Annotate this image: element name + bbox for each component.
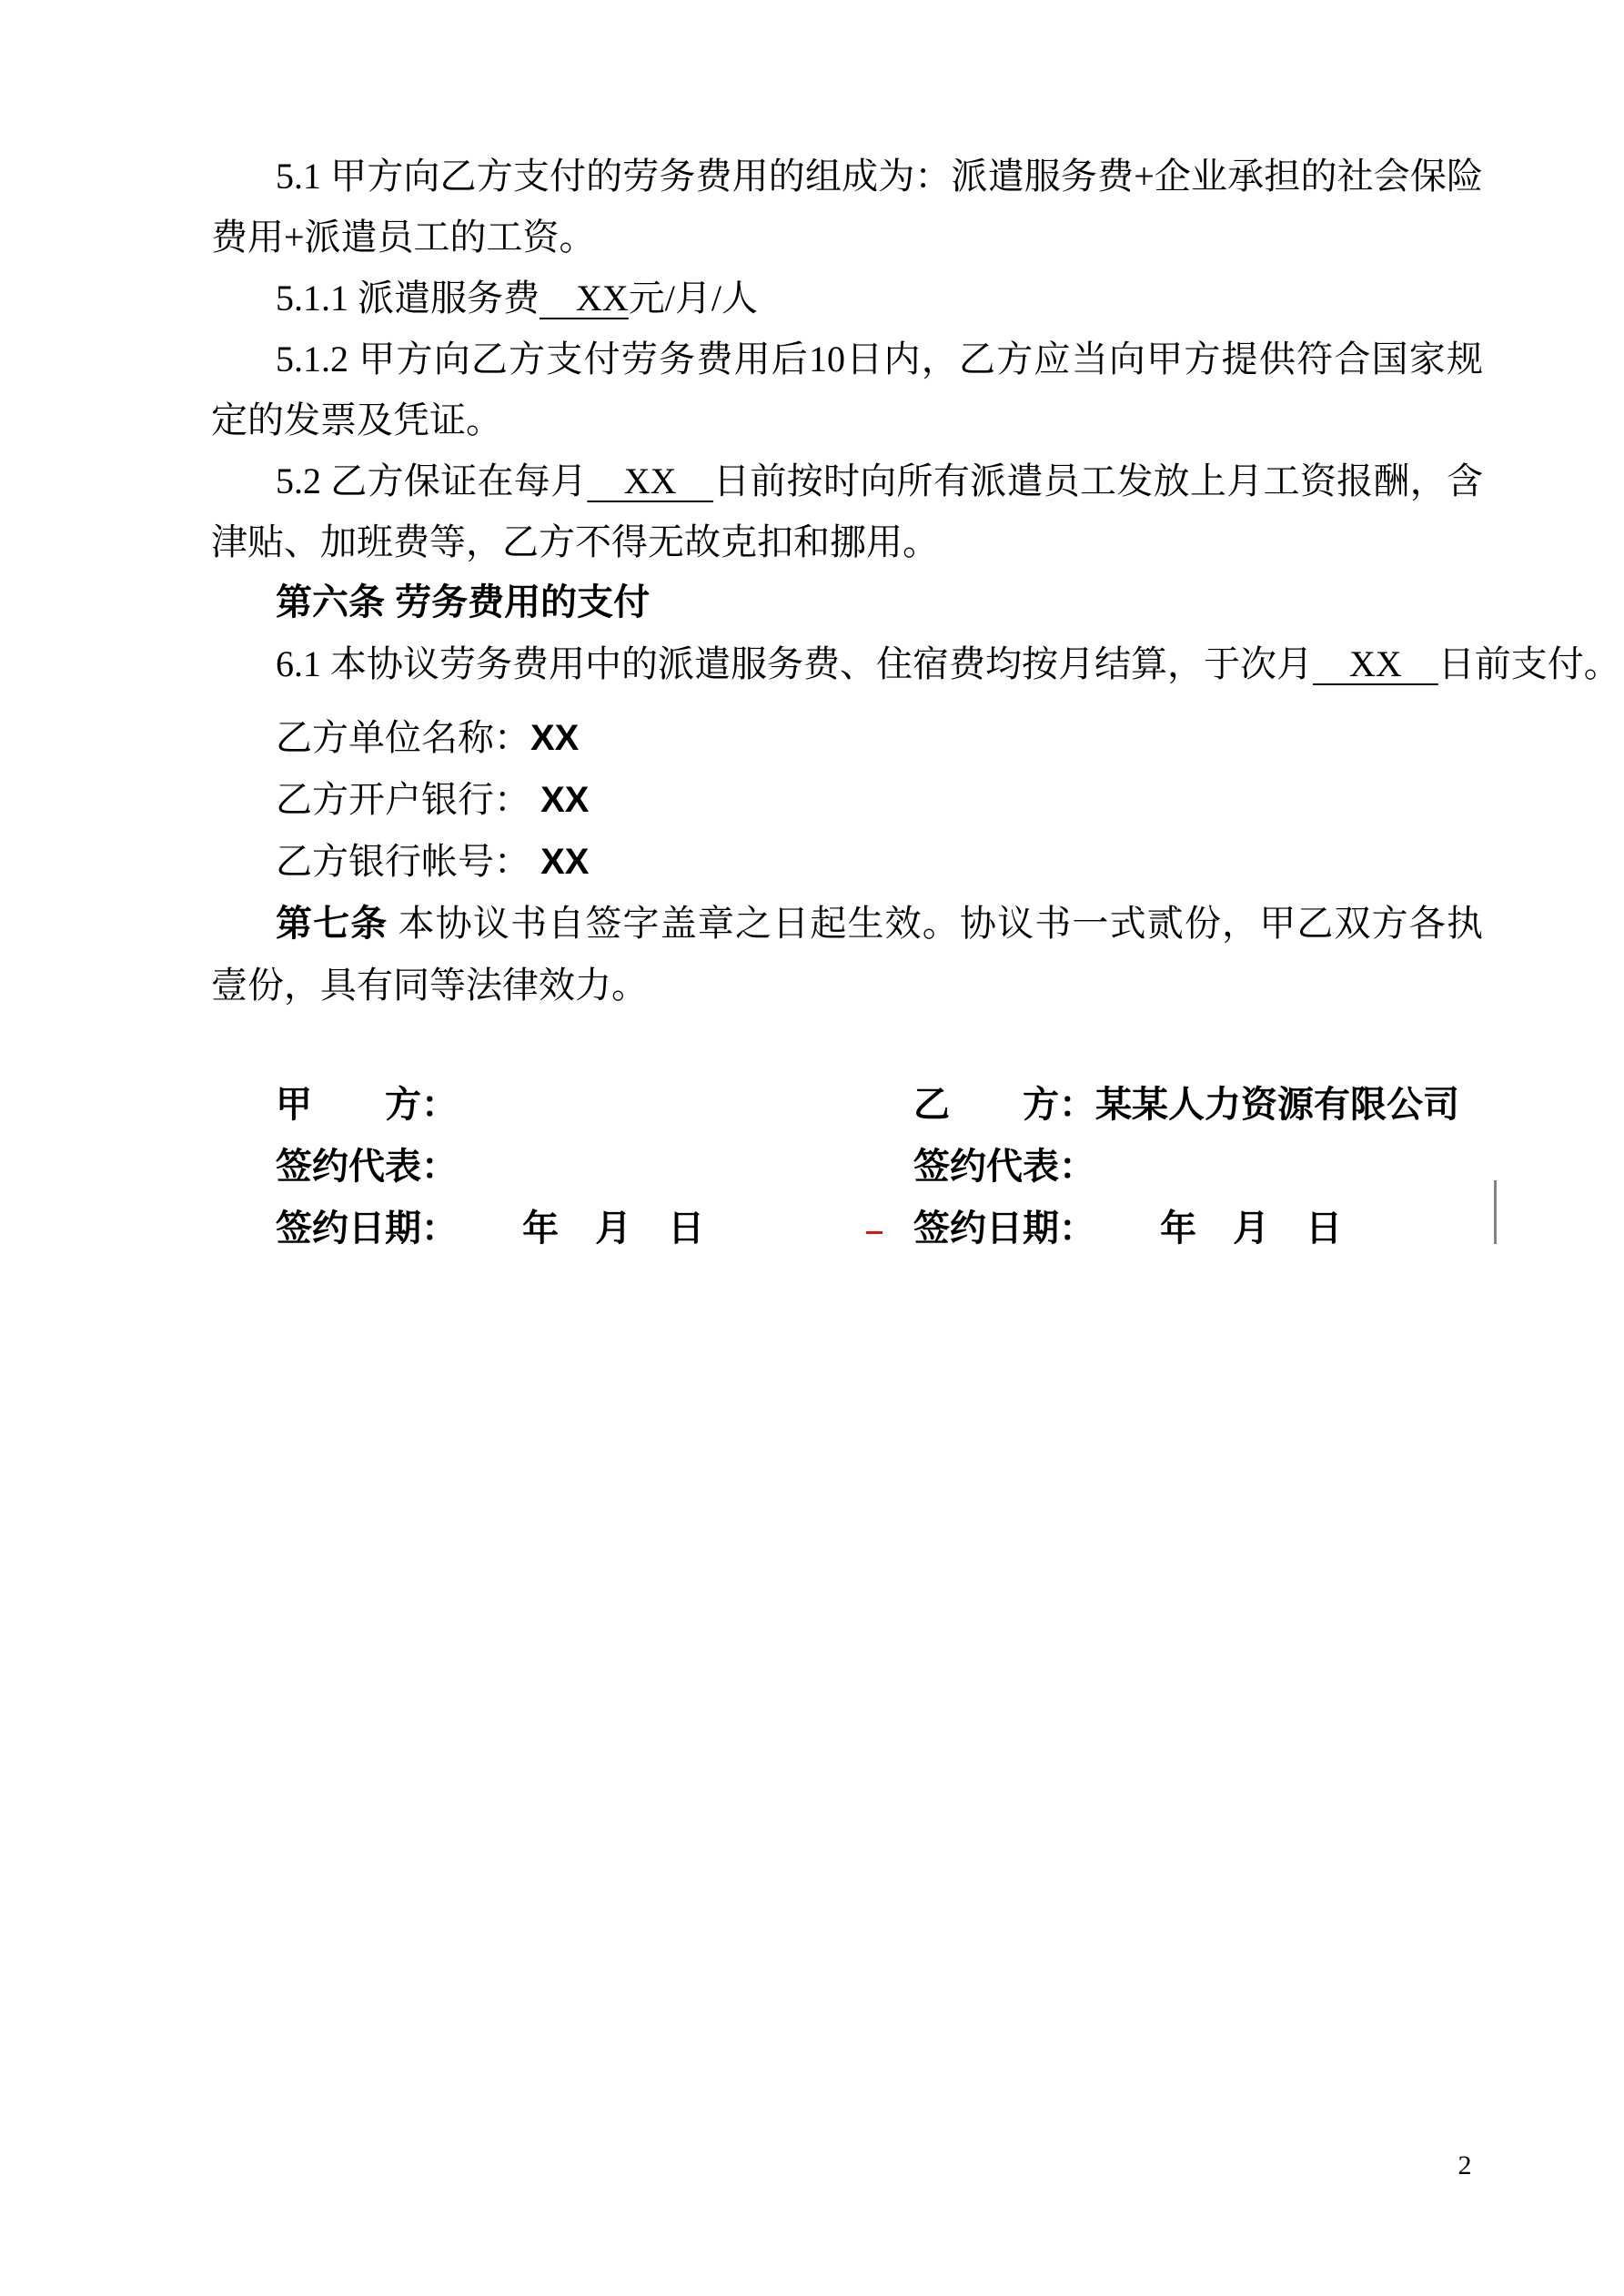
sig-row-party [211,1074,1483,1136]
document-body [211,146,1620,1259]
clause-5-1-1-text: 5.1.1 派遣服务费 [276,278,540,319]
clause-7-heading: 第七条 [276,904,388,944]
bank-branch-line [211,769,1483,831]
sig-row-date [211,1198,1483,1259]
bank-name-line [211,707,1483,769]
clause-6-1-post: 日前支付。 [1437,643,1620,684]
blank-fill-pay-day: XX [587,460,714,501]
bank-branch-value: XX [530,780,590,820]
red-underscore-mark [866,1231,883,1234]
bank-account-line [211,831,1483,893]
party-b-bank-info [211,707,1483,893]
clause-5-1-2: 5.1.2 甲方向乙方支付劳务费用后10日内，乙方应当向甲方提供符合国家规定的发票及凭证。 [211,339,1483,440]
clause-5-1-1 [211,268,1483,329]
blank-fill-service-fee: XX [540,278,629,319]
bank-name-value: XX [530,718,580,758]
bank-name-label: 乙方单位名称： [276,717,530,758]
clause-7-text: 本协议书自签字盖章之日起生效。协议书一式贰份，甲乙双方各执壹份，具有同等法律效力。 [211,903,1483,1006]
clause-5-2 [211,450,1483,572]
party-a-cell [211,1074,913,1136]
text-cursor-bar [1494,1180,1497,1244]
party-b-date-label: 签约日期： 年 月 日 [913,1209,1343,1249]
bank-account-value: XX [530,842,590,882]
party-b-date-cell [913,1198,1483,1259]
party-a-rep-label: 签约代表： [276,1147,458,1187]
clause-6-1-pre: 6.1 本协议劳务费用中的派遣服务费、住宿费均按月结算，于次月 [276,643,1313,684]
clause-5-2-post: 日前按时向所有派遣员工发放上月工资报酬，含津贴、加班费等，乙方不得无故克扣和挪用。 [211,460,1484,562]
bank-account-label: 乙方银行帐号： [276,841,530,882]
clause-6-1 [211,633,1620,694]
party-a-rep-cell [211,1136,913,1198]
party-b-label: 乙 方： [913,1085,1095,1125]
clause-5-1: 5.1 甲方向乙方支付的劳务费用的组成为：派遣服务费+企业承担的社会保险费用+派遣员工的工资。 [211,156,1483,258]
page-number: 2 [1458,2150,1472,2180]
party-b-rep-label: 签约代表： [913,1147,1095,1187]
blank-fill-settle-day: XX [1313,643,1438,684]
party-a-date-label: 签约日期： 年 月 日 [276,1209,705,1249]
section-6-heading: 第六条 劳务费用的支付 [276,582,651,622]
sig-row-representative [211,1136,1483,1198]
party-b-cell [913,1074,1483,1136]
party-b-rep-cell [913,1136,1483,1198]
party-a-label: 甲 方： [276,1085,458,1125]
clause-7 [211,893,1483,1016]
clause-5-1-1-unit: 元/月/人 [628,278,759,319]
bank-branch-label: 乙方开户银行： [276,779,530,820]
signature-block [211,1074,1483,1259]
party-a-date-cell [211,1198,913,1259]
party-b-company: 某某人力资源有限公司 [1095,1085,1459,1125]
clause-5-2-pre: 5.2 乙方保证在每月 [276,460,588,501]
